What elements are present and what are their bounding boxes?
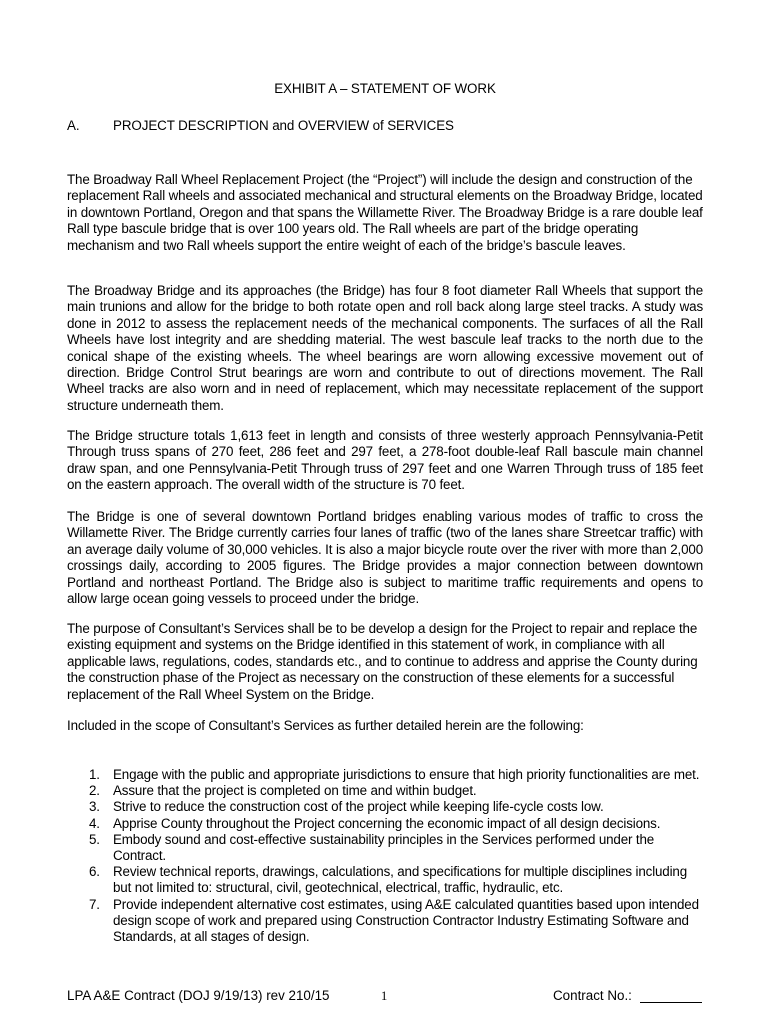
paragraph-rall-wheels bbox=[67, 283, 703, 414]
footer-contract-reference: LPA A&E Contract (DOJ 9/19/13) rev 210/15 bbox=[67, 988, 330, 1003]
list-item-number: 2. bbox=[89, 783, 100, 799]
page-footer bbox=[67, 988, 703, 1006]
list-item bbox=[67, 864, 707, 896]
list-item-text: Review technical reports, drawings, calculations, and specifications for multiple disciplines including but not limited to: structural, civil, geotechnical, electrical, traffic, hydraulic, etc. bbox=[113, 864, 688, 896]
paragraph-bridge-structure bbox=[67, 428, 703, 494]
list-item bbox=[67, 783, 707, 799]
list-item-text: Strive to reduce the construction cost of the project while keeping life-cycle costs low. bbox=[113, 799, 604, 815]
list-item-number: 4. bbox=[89, 815, 100, 831]
contract-number-label: Contract No.: bbox=[553, 988, 632, 1003]
list-item-text: Apprise County throughout the Project concerning the economic impact of all design decisions. bbox=[113, 815, 661, 831]
section-number: A. bbox=[67, 118, 80, 133]
document-title: EXHIBIT A – STATEMENT OF WORK bbox=[274, 81, 496, 96]
list-item bbox=[67, 816, 707, 832]
section-heading bbox=[67, 118, 454, 133]
section-heading-text: PROJECT DESCRIPTION and OVERVIEW of SERVICES bbox=[113, 118, 454, 133]
paragraph-project-overview bbox=[67, 172, 703, 254]
list-item bbox=[67, 767, 707, 783]
paragraph-text: The Broadway Rall Wheel Replacement Project (the “Project”) will include the design and construction of the replacement Rall wheels and associated mechanical and structural elements on the Broadway Bridge, located in downtown Portland, Oregon and that spans the Willamette River. The Broadway Bridge is a rare double leaf Rall type bascule bridge that is over 100 years old. The Rall wheels are part of the bridge operating mechanism and two Rall wheels support the entire weight of each of the bridge’s bascule leaves. bbox=[67, 172, 703, 253]
list-item-text: Embody sound and cost-effective sustainability principles in the Services performed under the Contract. bbox=[113, 831, 655, 864]
contract-number-field[interactable] bbox=[640, 988, 702, 1003]
paragraph-consultant-purpose bbox=[67, 621, 703, 703]
paragraph-text: The Bridge structure totals 1,613 feet in length and consists of three westerly approach Pennsylvania-Petit Through truss spans of 270 feet, 286 feet and 297 feet, a 278-foot double-leaf Rall bascule main channel draw span, and one Pennsylvania-Petit Through truss of 297 feet and one Warren Through truss of 185 feet on the eastern approach. The overall width of the structure is 70 feet. bbox=[67, 428, 703, 493]
list-item-number: 3. bbox=[89, 799, 100, 815]
list-item-text: Assure that the project is completed on time and within budget. bbox=[113, 783, 477, 799]
paragraph-text: Included in the scope of Consultant’s Services as further detailed herein are the following: bbox=[67, 718, 584, 733]
list-item bbox=[67, 897, 707, 946]
paragraph-scope-intro bbox=[67, 718, 703, 734]
list-item-number: 6. bbox=[89, 864, 100, 880]
paragraph-text: The Broadway Bridge and its approaches (the Bridge) has four 8 foot diameter Rall Wheels that support the main trunions and allow for the bridge to both rotate open and roll back along large steel tracks. A study was done in 2012 to assess the replacement needs of the mechanical components. The surfaces of all the Rall Wheels have lost integrity and are shedding material. The west bascule leaf tracks to the north due to the conical shape of the existing wheels. The wheel bearings are worn allowing excessive movement out of direction. Bridge Control Strut bearings are worn and contribute to out of directions movement. The Rall Wheel tracks are also worn and in need of replacement, which may necessitate replacement of the support structure underneath them. bbox=[67, 283, 703, 413]
list-item-text: Engage with the public and appropriate jurisdictions to ensure that high priority functionalities are met. bbox=[113, 767, 700, 782]
scope-list bbox=[67, 767, 707, 945]
list-item bbox=[67, 832, 707, 864]
page-number: 1 bbox=[381, 989, 388, 1003]
list-item-number: 5. bbox=[89, 831, 100, 847]
list-item-text: Provide independent alternative cost estimates, using A&E calculated quantities based upon intended design scope of work and prepared using Construction Contractor Industry Estimating Software and Standards, at all stages of design. bbox=[113, 896, 699, 945]
paragraph-text: The purpose of Consultant’s Services shall be to be develop a design for the Project to repair and replace the existing equipment and systems on the Bridge identified in this statement of work, in compliance with all applicable laws, regulations, codes, standards etc., and to continue to address and apprise the County during the construction phase of the Project as necessary on the construction of these elements for a successful replacement of the Rall Wheel System on the Bridge. bbox=[67, 621, 698, 702]
list-item-number: 7. bbox=[89, 896, 100, 912]
list-item-number: 1. bbox=[89, 767, 100, 782]
list-item bbox=[67, 799, 707, 815]
paragraph-text: The Bridge is one of several downtown Portland bridges enabling various modes of traffic to cross the Willamette River. The Bridge currently carries four lanes of traffic (two of the lanes share Streetcar traffic) with an average daily volume of 30,000 vehicles. It is also a major bicycle route over the river with more than 2,000 crossings daily, according to 2005 figures. The Bridge provides a major connection between downtown Portland and northeast Portland. The Bridge also is subject to maritime traffic requirements and opens to allow large ocean going vessels to proceed under the bridge. bbox=[67, 509, 703, 607]
paragraph-bridge-traffic bbox=[67, 509, 703, 607]
